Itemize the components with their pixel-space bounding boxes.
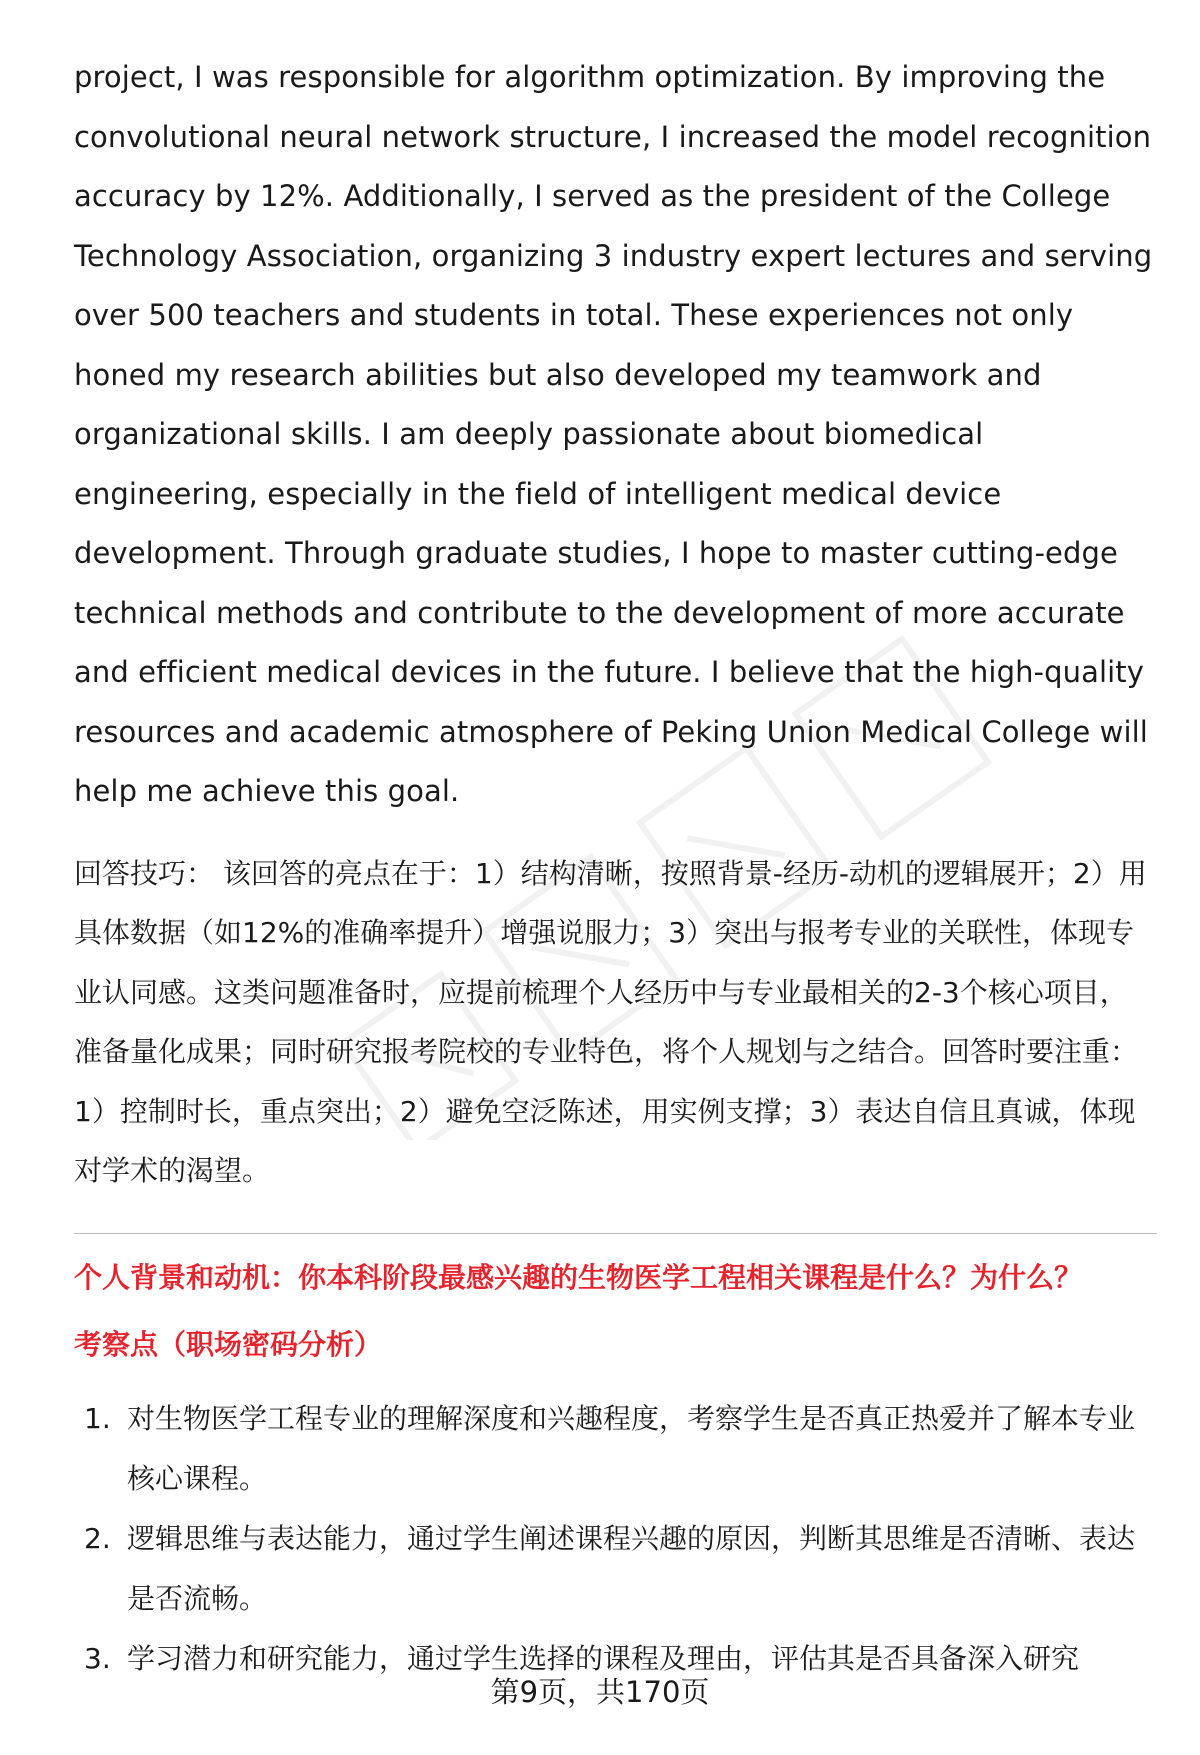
answer-tips: 回答技巧： 该回答的亮点在于：1）结构清晰，按照背景-经历-动机的逻辑展开；2）用具体数据（如12%的准确率提升）增强说服力；3）突出与报考专业的关联性，体现专业认同感。这类问题准备时，应提前梳理个人经历中与专业最相关的2-3个核心项目，准备量化成果；同时研究报考院校的专业特色，将个人规划与之结合。回答时要注重：1）控制时长，重点突出；2）避免空泛陈述，用实例支撑；3）表达自信且真诚，体现对学术的渴望。 <box>74 856 1147 1187</box>
section-divider <box>74 1233 1157 1234</box>
list-item <box>74 1509 1154 1629</box>
list-item-number: 1. <box>84 1401 111 1435</box>
page-number-footer: 第9页，共170页 <box>490 1675 710 1709</box>
list-item-text: 学习潜力和研究能力，通过学生选择的课程及理由，评估其是否具备深入研究 <box>127 1641 1080 1675</box>
list-item-text: 逻辑思维与表达能力，通过学生阐述课程兴趣的原因，判断其思维是否清晰、表达是否流畅。 <box>127 1521 1136 1615</box>
main-content <box>74 48 1154 1689</box>
body-paragraph: project, I was responsible for algorithm optimization. By improving the convolutional neural network structure, I increased the model recognition accuracy by 12%. Additionally, I served as the president of the College Technology Association, organizing 3 industry expert lectures and serving over 500 teachers and students in total. These experiences not only honed my research abilities but also developed my teamwork and organizational skills. I am deeply passionate about biomedical engineering, especially in the field of intelligent medical device development. Through graduate studies, I hope to master cutting-edge technical methods and contribute to the development of more accurate and efficient medical devices in the future. I believe that the high-quality resources and academic atmosphere of Peking Union Medical College will help me achieve this goal. <box>74 60 1153 808</box>
question-heading: 个人背景和动机：你本科阶段最感兴趣的生物医学工程相关课程是什么？为什么？ <box>74 1260 1083 1294</box>
list-item-text: 对生物医学工程专业的理解深度和兴趣程度，考察学生是否真正热爱并了解本专业核心课程。 <box>127 1401 1136 1495</box>
key-points-heading: 考察点（职场密码分析） <box>74 1327 383 1361</box>
list-item <box>74 1389 1154 1509</box>
key-points-list <box>74 1389 1154 1689</box>
list-item-number: 2. <box>84 1521 111 1555</box>
list-item-number: 3. <box>84 1641 111 1675</box>
